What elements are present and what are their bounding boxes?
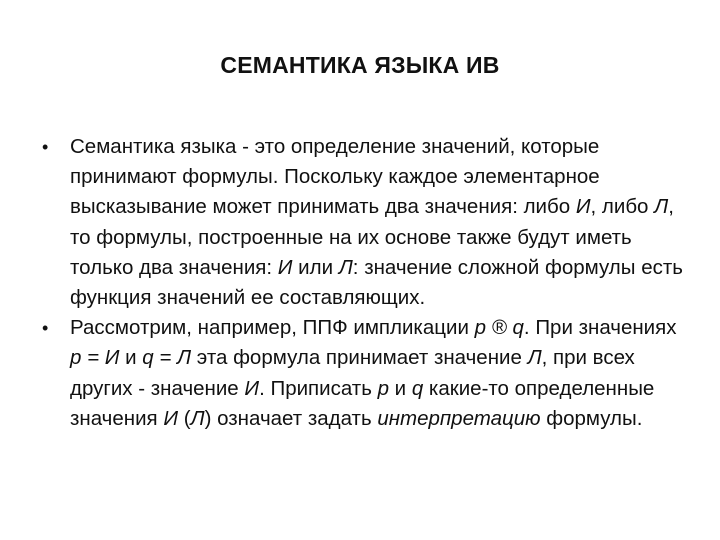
- italic-term: интерпретацию: [377, 406, 541, 430]
- text-run: . Приписать: [259, 376, 378, 400]
- italic-term: Л: [527, 346, 542, 370]
- bullet-item-implication: [42, 313, 692, 434]
- italic-term: p = И: [70, 346, 120, 370]
- text-run: , при всех других - значение: [70, 346, 635, 400]
- bullet-icon: •: [42, 318, 49, 339]
- italic-term: Л: [190, 406, 205, 430]
- text-run: эта формула принимает значение: [191, 346, 528, 370]
- italic-term: И: [575, 195, 591, 219]
- text-run: , то формулы, построенные на их основе также будут иметь только два значения:: [70, 195, 674, 279]
- bullet-item-semantics: [42, 132, 692, 313]
- italic-term: Л: [654, 195, 669, 219]
- italic-term: p: [377, 376, 389, 400]
- text-run: или: [292, 255, 339, 279]
- italic-term: Л: [338, 255, 353, 279]
- text-run: ) означает задать: [204, 406, 378, 430]
- italic-term: p ® q: [474, 316, 524, 340]
- bullet-icon: •: [42, 137, 49, 157]
- text-run: , либо: [590, 195, 655, 219]
- italic-term: И: [163, 406, 178, 430]
- text-run: Семантика языка - это определение значений, которые принимают формулы. Поскольку каждое элементарное высказывание может принимать два значения: либо: [70, 135, 600, 219]
- italic-term: q = Л: [142, 346, 192, 370]
- text-run: (: [178, 406, 191, 430]
- italic-term: И: [277, 255, 293, 279]
- text-run: и: [388, 376, 412, 400]
- text-run: какие-то определенные значения: [70, 376, 655, 430]
- text-run: и: [119, 346, 143, 370]
- italic-term: И: [244, 376, 260, 400]
- bullet-list: [42, 132, 692, 434]
- text-run: . При значениях: [523, 316, 677, 340]
- slide-title: СЕМАНТИКА ЯЗЫКА ИВ: [220, 52, 500, 78]
- text-run: Рассмотрим, например, ППФ импликации: [70, 316, 475, 340]
- text-run: : значение сложной формулы есть функция значений ее составляющих.: [70, 255, 683, 310]
- bullet-text: [70, 316, 676, 430]
- italic-term: q: [411, 376, 424, 400]
- bullet-text: [70, 135, 683, 309]
- text-run: формулы.: [540, 406, 643, 430]
